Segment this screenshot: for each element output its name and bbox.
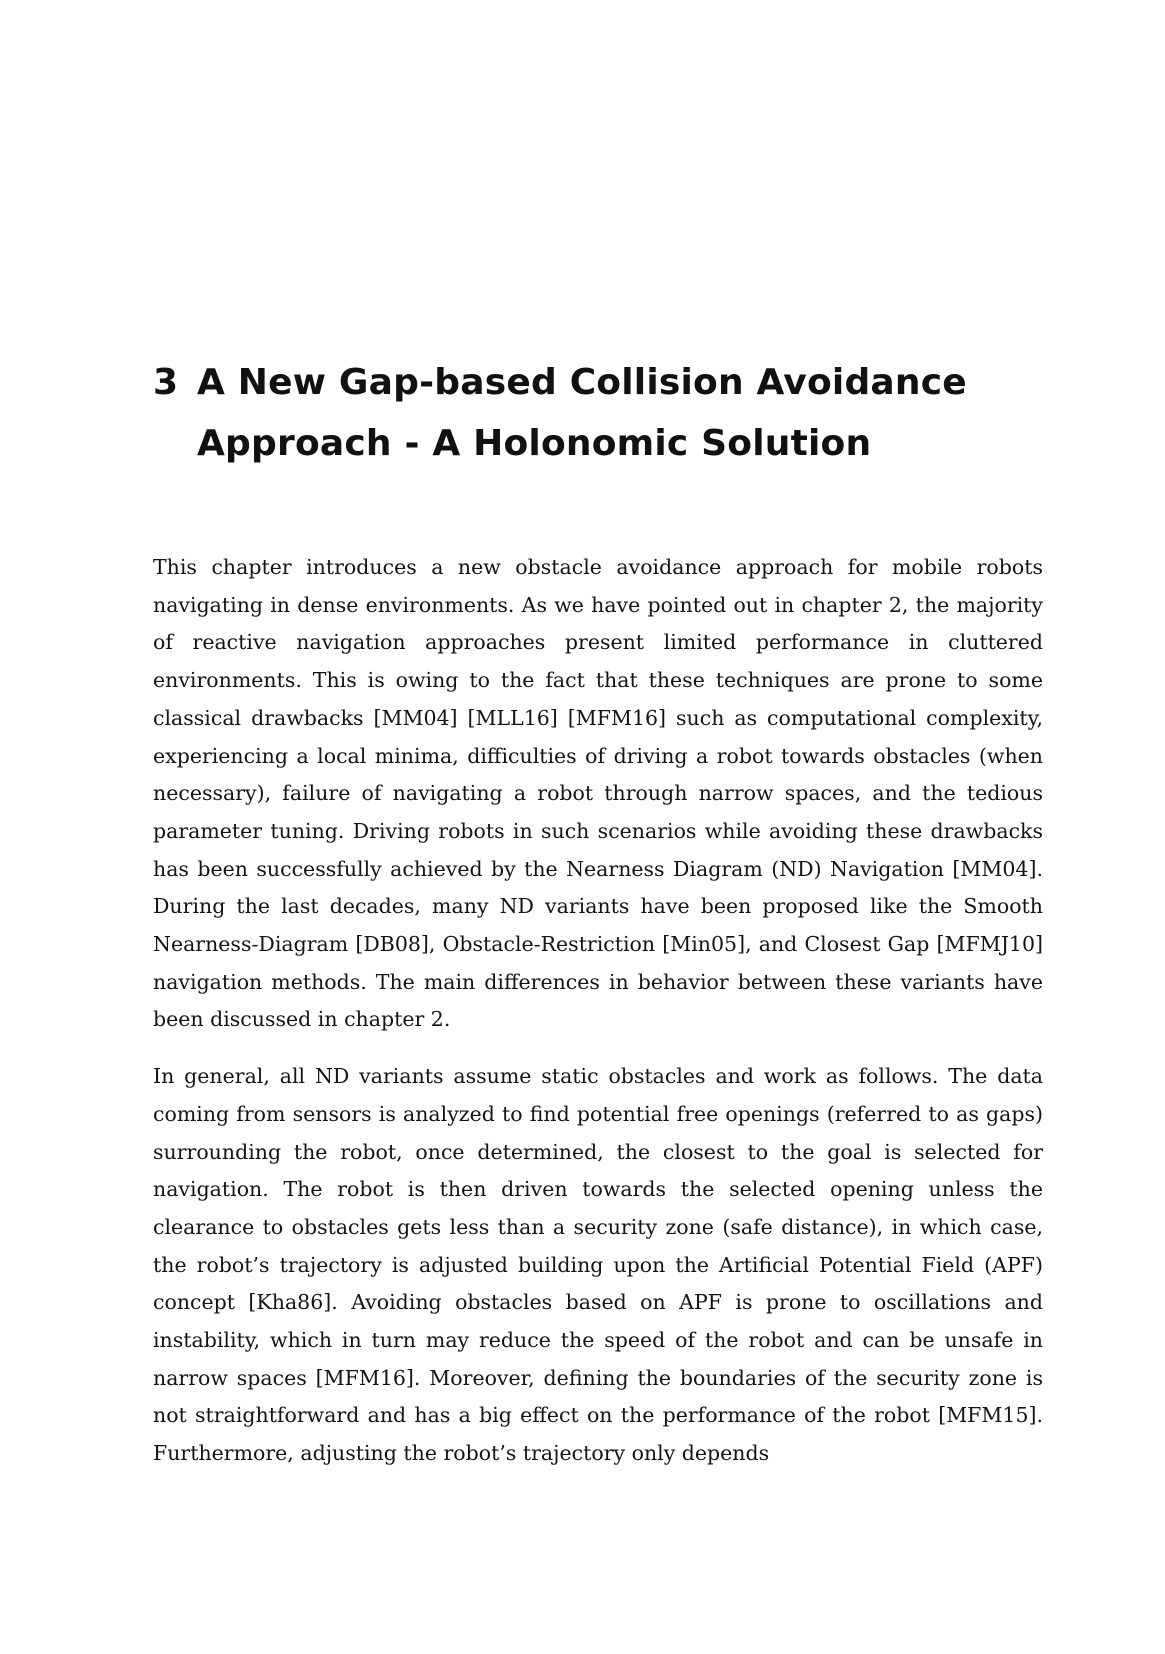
chapter-title-line-1: A New Gap-based Collision Avoidance bbox=[197, 362, 967, 403]
chapter-title-line-2: Approach - A Holonomic Solution bbox=[197, 423, 872, 464]
body-text bbox=[153, 549, 1043, 1492]
chapter-heading bbox=[153, 352, 1053, 474]
paragraph-nd-variants: In general, all ND variants assume static obstacles and work as follows. The data coming from sensors is analyzed to find potential free openings (referred to as gaps) surrounding the robot, once determined, the closest to the goal is selected for navigation. The robot is then driven towards the selected opening unless the clearance to obstacles gets less than a security zone (safe distance), in which case, the robot’s trajectory is adjusted building upon the Artificial Potential Field (APF) concept [Kha86]. Avoiding obstacles based on APF is prone to oscillations and instability, which in turn may reduce the speed of the robot and can be unsafe in narrow spaces [MFM16]. Moreover, defining the boundaries of the security zone is not straightforward and has a big effect on the performance of the robot [MFM15]. Furthermore, adjusting the robot’s trajectory only depends bbox=[153, 1064, 1043, 1466]
paragraph-intro: This chapter introduces a new obstacle avoidance approach for mobile robots navigating in dense environments. As we have pointed out in chapter 2, the majority of reactive navigation approaches present limited performance in cluttered environments. This is owing to the fact that these techniques are prone to some classical drawbacks [MM04] [MLL16] [MFM16] such as computational complexity, experiencing a local minima, difficulties of driving a robot towards obstacles (when necessary), failure of navigating a robot through narrow spaces, and the tedious parameter tuning. Driving robots in such scenarios while avoiding these drawbacks has been successfully achieved by the Nearness Diagram (ND) Navigation [MM04]. During the last decades, many ND variants have been proposed like the Smooth Nearness-Diagram [DB08], Obstacle-Restriction [Min05], and Closest Gap [MFMJ10] navigation methods. The main differences in behavior between these variants have been discussed in chapter 2. bbox=[153, 555, 1043, 1032]
chapter-title bbox=[197, 352, 1053, 474]
chapter-number: 3 bbox=[153, 362, 179, 403]
